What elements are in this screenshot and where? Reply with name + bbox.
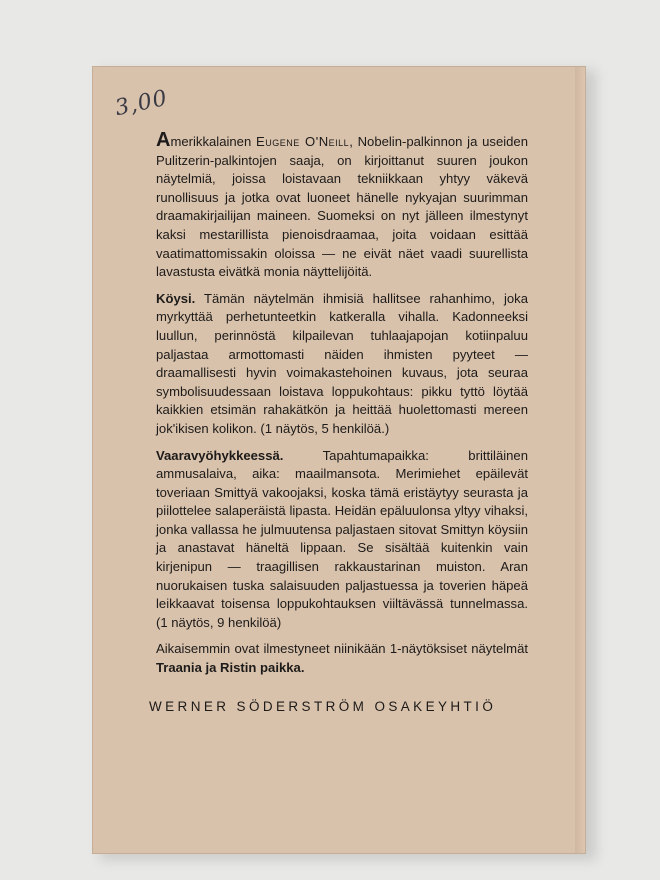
intro-paragraph: [156, 129, 529, 282]
play2-description: Tapahtumapaikka: brittiläinen ammusalaiva, aika: maailmansota. Merimiehet epäilevät toveriaan Smittyä vakoojaksi, koska tämä eristäytyy seurasta ja piilottelee salaperäistä lipasta. Heidän epäluulonsa yltyy vihaksi, jonka vallassa he julmuutensa paljastaen sitovat Smittyn köysiin ja anastavat häneltä lippaan. Se sisältää kuitenkin vain kirjenipun — traagillisen rakkaustarinan muiston. Aran nuorukaisen tuska salaisuuden paljastuessa ja toverien häpeä leikkaavat toisensa loppukohtauksen viiltävässä tunnelmassa. (1 näytös, 9 henkilöä): [156, 447, 528, 630]
play1-title: Köysi.: [156, 290, 196, 306]
earlier-text: Aikaisemmin ovat ilmestyneet niinikään 1-näytöksiset näytelmät: [156, 641, 528, 657]
publisher-name: WERNER SÖDERSTRÖM OSAKEYHTIÖ: [149, 699, 497, 714]
earlier-titles: Traania ja Ristin paikka.: [156, 660, 305, 676]
author-name: Eugene O'Neill: [256, 134, 350, 149]
intro-start: merikkalainen: [170, 134, 257, 149]
play1-description: Tämän näytelmän ihmisiä hallitsee rahanhimo, joka myrkyttää perhetunteetkin katkeralla vihalla. Kadonneeksi luullun, perinnöstä kilpailevan tuhlaajapojan kotiinpaluu paljastaa armottomasti näiden ihmisten pyyteet — draamallisesti hyvin voimakastehoinen kuvaus, jota seuraa symbolisuudessaan loistava loppukohtaus: pikku tyttö löytää kaikkien etsimän rahakätkön ja heittää huolettomasti mereen jok'ikisen kolikon. (1 näytös, 5 henkilöä.): [156, 290, 528, 436]
blurb-text: [156, 129, 529, 686]
handwritten-price: 3,00: [112, 85, 171, 122]
intro-rest: , Nobelin-palkinnon ja useiden Pulitzerin-palkintojen saaja, on kirjoittanut suuren joukon näytelmiä, joissa loistavaan tekniikkaan yhtyy väkevä runollisuus ja jotka ovat luoneet hänelle nykyajan suurimman draamakirjailijan maineen. Suomeksi on nyt jälleen ilmestynyt kaksi mestarillista pienoisdraamaa, joita voidaan esittää vaatimattomissakin oloissa — ne eivät näet vaadi suurellista lavastusta eivätkä monia näyttelijöitä.: [156, 134, 529, 280]
play1-paragraph: [156, 290, 528, 439]
book-back-cover: [92, 66, 586, 854]
play2-paragraph: [156, 447, 528, 633]
dropcap-letter: A: [156, 129, 171, 151]
play2-title: Vaaravyöhykkeessä.: [156, 447, 284, 463]
earlier-paragraph: [156, 640, 528, 677]
book-spine-edge: [575, 67, 585, 853]
